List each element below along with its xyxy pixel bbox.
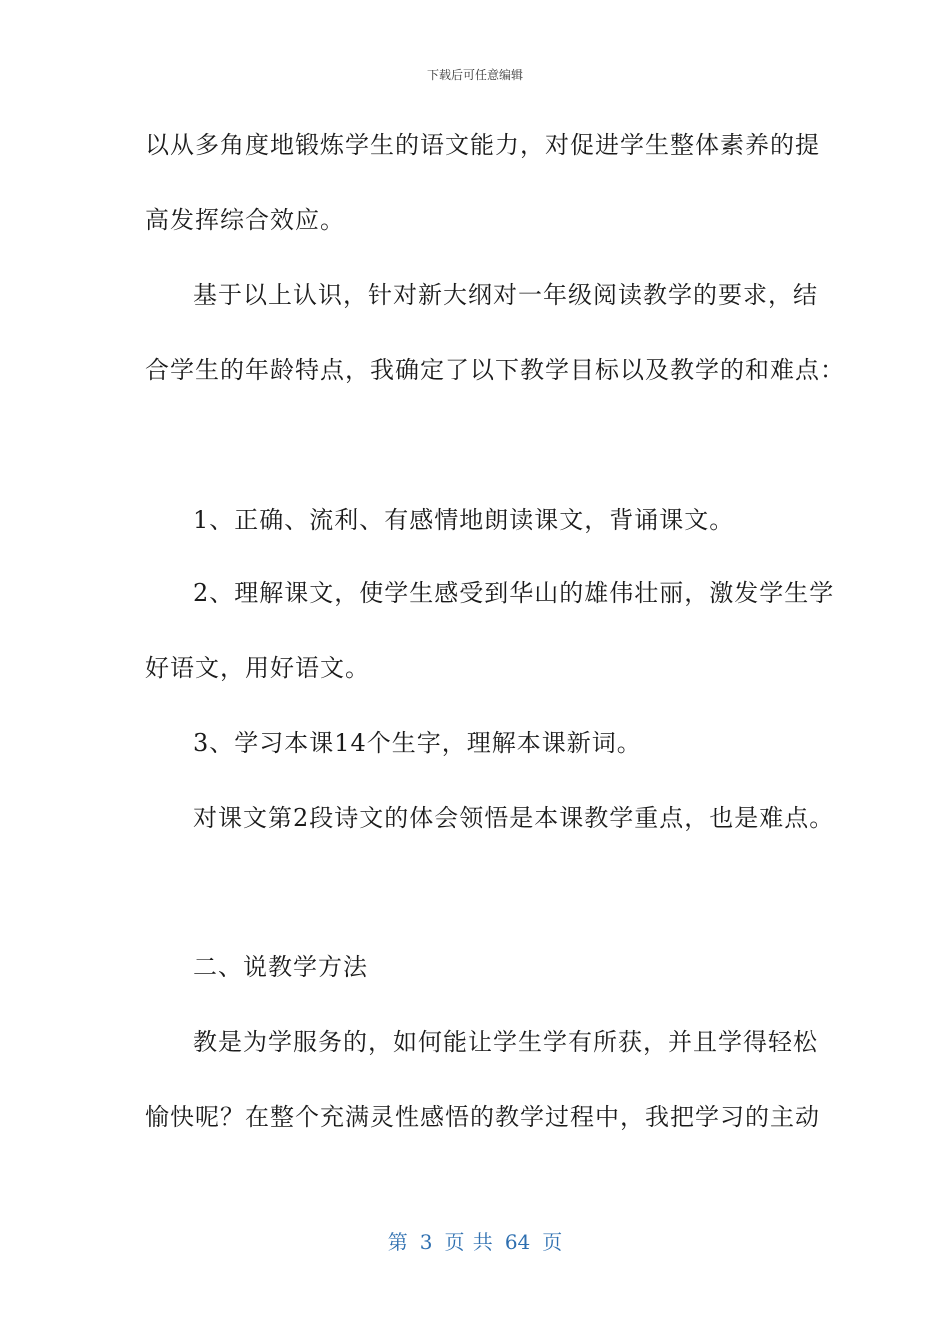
paragraph-line-1: 以从多角度地锻炼学生的语文能力，对促进学生整体素养的提 (145, 131, 820, 159)
page-footer (0, 1226, 950, 1255)
objective-item-3: 3、学习本课14个生字，理解本课新词。 (193, 729, 642, 757)
footer-page-number: 3 (419, 1230, 433, 1254)
key-point-line: 对课文第2段诗文的体会领悟是本课教学重点，也是难点。 (193, 804, 835, 832)
paragraph-line-3: 基于以上认识，针对新大纲对一年级阅读教学的要求，结 (193, 281, 818, 309)
objective-item-1: 1、正确、流利、有感情地朗读课文，背诵课文。 (193, 506, 735, 534)
footer-prefix: 第 (387, 1230, 408, 1254)
paragraph-line-2: 高发挥综合效应。 (145, 206, 345, 234)
section-heading: 二、说教学方法 (193, 953, 368, 981)
objective-item-2: 2、理解课文，使学生感受到华山的雄伟壮丽，激发学生学 (193, 579, 835, 607)
page-header: 下载后可任意编辑 (426, 68, 523, 82)
footer-total-pages: 64 (504, 1230, 531, 1254)
footer-middle: 页 共 (444, 1230, 493, 1254)
objective-item-2-continued: 好语文，用好语文。 (145, 654, 370, 682)
paragraph-line-6: 愉快呢？在整个充满灵性感悟的教学过程中，我把学习的主动 (145, 1103, 820, 1131)
paragraph-line-4: 合学生的年龄特点，我确定了以下教学目标以及教学的和难点： (145, 356, 845, 384)
paragraph-line-5: 教是为学服务的，如何能让学生学有所获，并且学得轻松 (193, 1028, 818, 1056)
footer-suffix: 页 (542, 1230, 563, 1254)
